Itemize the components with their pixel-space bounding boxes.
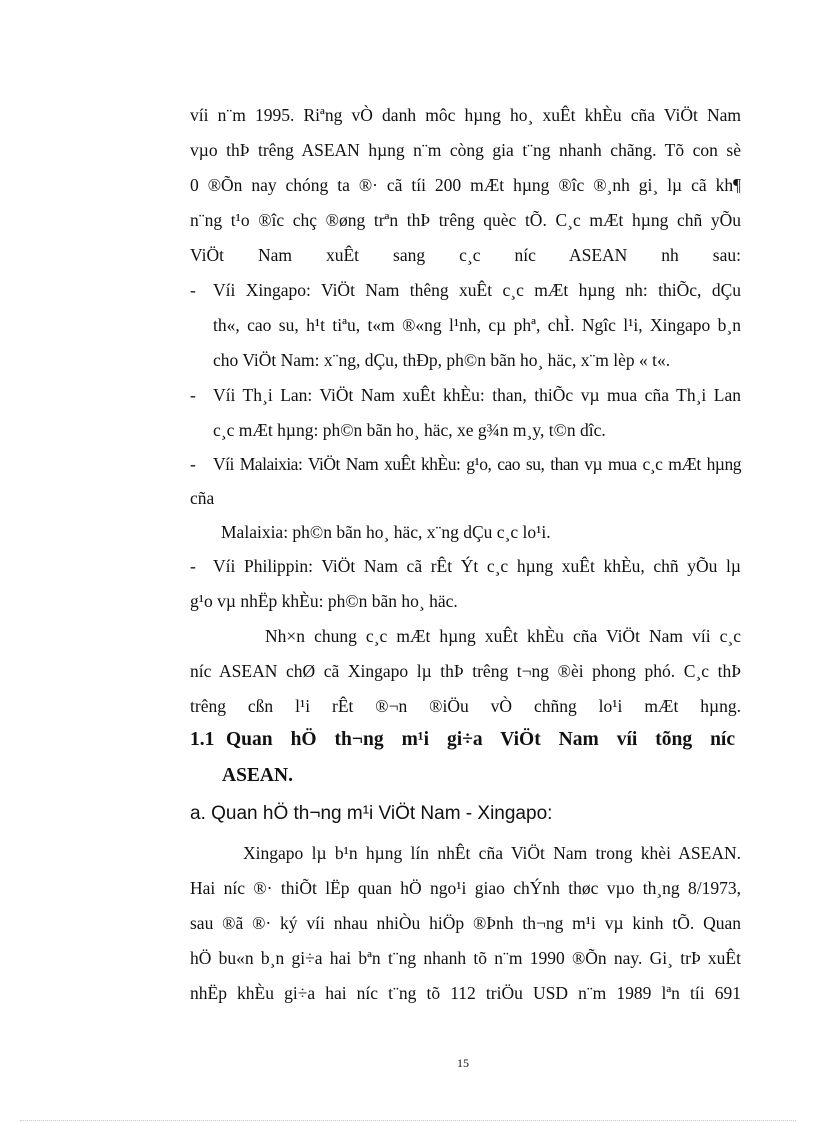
text-line: hÖ bu«n b¸n gi÷a hai bªn t¨ng nhanh tõ n¨m 1990 ®Õn nay. Gi¸ trÞ xuÊt	[190, 948, 741, 968]
text-line: sau ®ã ®· ký víi nhau nhiÒu hiÖp ®Þnh th¬ng m¹i vµ kinh tÕ. Quan	[190, 913, 741, 933]
subsection-heading: a. Quan hÖ th¬ng m¹i ViÖt Nam - Xingapo:	[190, 803, 553, 824]
text-line: Hai níc ®· thiÕt lËp quan hÖ ngo¹i giao chÝnh thøc vµo th¸ng 8/1973,	[190, 878, 741, 898]
section-title: Quan hÖ th¬ng m¹i gi÷a ViÖt Nam víi tõng níc	[226, 729, 735, 750]
section-number: 1.1	[190, 729, 215, 750]
bullet-marker: -	[190, 280, 196, 300]
text-line: Nh×n chung c¸c mÆt hµng xuÊt khÈu cña ViÖt Nam víi c¸c	[265, 626, 741, 646]
text-line: th«, cao su, h¹t tiªu, t«m ®«ng l¹nh, cµ phª, chÌ. Ngîc l¹i, Xingapo b¸n	[213, 315, 741, 335]
text-line: Víi Xingapo: ViÖt Nam thêng xuÊt c¸c mÆt hµng nh: thiÕc, dÇu	[213, 280, 741, 300]
text-line: n¨ng t¹o ®îc chç ®øng trªn thÞ trêng quèc tÕ. C¸c mÆt hµng chñ yÕu	[190, 210, 741, 230]
page-bottom-divider	[20, 1120, 796, 1121]
text-line: Víi Philippin: ViÖt Nam cã rÊt Ýt c¸c hµng xuÊt khÈu, chñ yÕu lµ	[213, 556, 741, 576]
text-line: c¸c mÆt hµng: ph©n bãn ho¸ häc, xe g¾n m¸y, t©n dîc.	[213, 420, 606, 440]
page-number: 15	[457, 1056, 469, 1070]
bullet-marker: -	[190, 556, 196, 576]
text-line: Víi Malaixia: ViÖt Nam xuÊt khÈu: g¹o, cao su, than vµ mua c¸c mÆt hµng	[213, 454, 741, 474]
text-line: víi n¨m 1995. Riªng vÒ danh môc hµng ho¸ xuÊt khÈu cña ViÖt Nam	[190, 105, 741, 125]
text-line: vµo thÞ trêng ASEAN hµng n¨m còng gia t¨ng nhanh chãng. Tõ con sè	[190, 140, 741, 160]
text-line: Xingapo lµ b¹n hµng lín nhÊt cña ViÖt Nam trong khèi ASEAN.	[243, 843, 741, 863]
text-line: nhËp khÈu gi÷a hai níc t¨ng tõ 112 triÖu USD n¨m 1989 lªn tíi 691	[190, 983, 741, 1003]
text-line: g¹o vµ nhËp khÈu: ph©n bãn ho¸ häc.	[190, 591, 458, 611]
text-line: cña	[190, 488, 215, 508]
section-title-continued: ASEAN.	[222, 765, 293, 786]
text-line: Malaixia: ph©n bãn ho¸ häc, x¨ng dÇu c¸c lo¹i.	[221, 522, 551, 542]
text-line: ViÖt Nam xuÊt sang c¸c níc ASEAN nh sau:	[190, 245, 741, 265]
text-line: trêng cßn l¹i rÊt ®¬n ®iÖu vÒ chñng lo¹i mÆt hµng.	[190, 696, 741, 716]
text-line: Víi Th¸i Lan: ViÖt Nam xuÊt khÈu: than, thiÕc vµ mua cña Th¸i Lan	[213, 385, 741, 405]
text-line: níc ASEAN chØ cã Xingapo lµ thÞ trêng t¬ng ®èi phong phó. C¸c thÞ	[190, 661, 741, 681]
bullet-marker: -	[190, 385, 196, 405]
text-line: cho ViÖt Nam: x¨ng, dÇu, thÐp, ph©n bãn ho¸ häc, x¨m lèp « t«.	[213, 350, 671, 370]
bullet-marker: -	[190, 454, 196, 474]
text-line: 0 ®Õn nay chóng ta ®· cã tíi 200 mÆt hµng ®îc ®¸nh gi¸ lµ cã kh¶	[190, 175, 741, 195]
